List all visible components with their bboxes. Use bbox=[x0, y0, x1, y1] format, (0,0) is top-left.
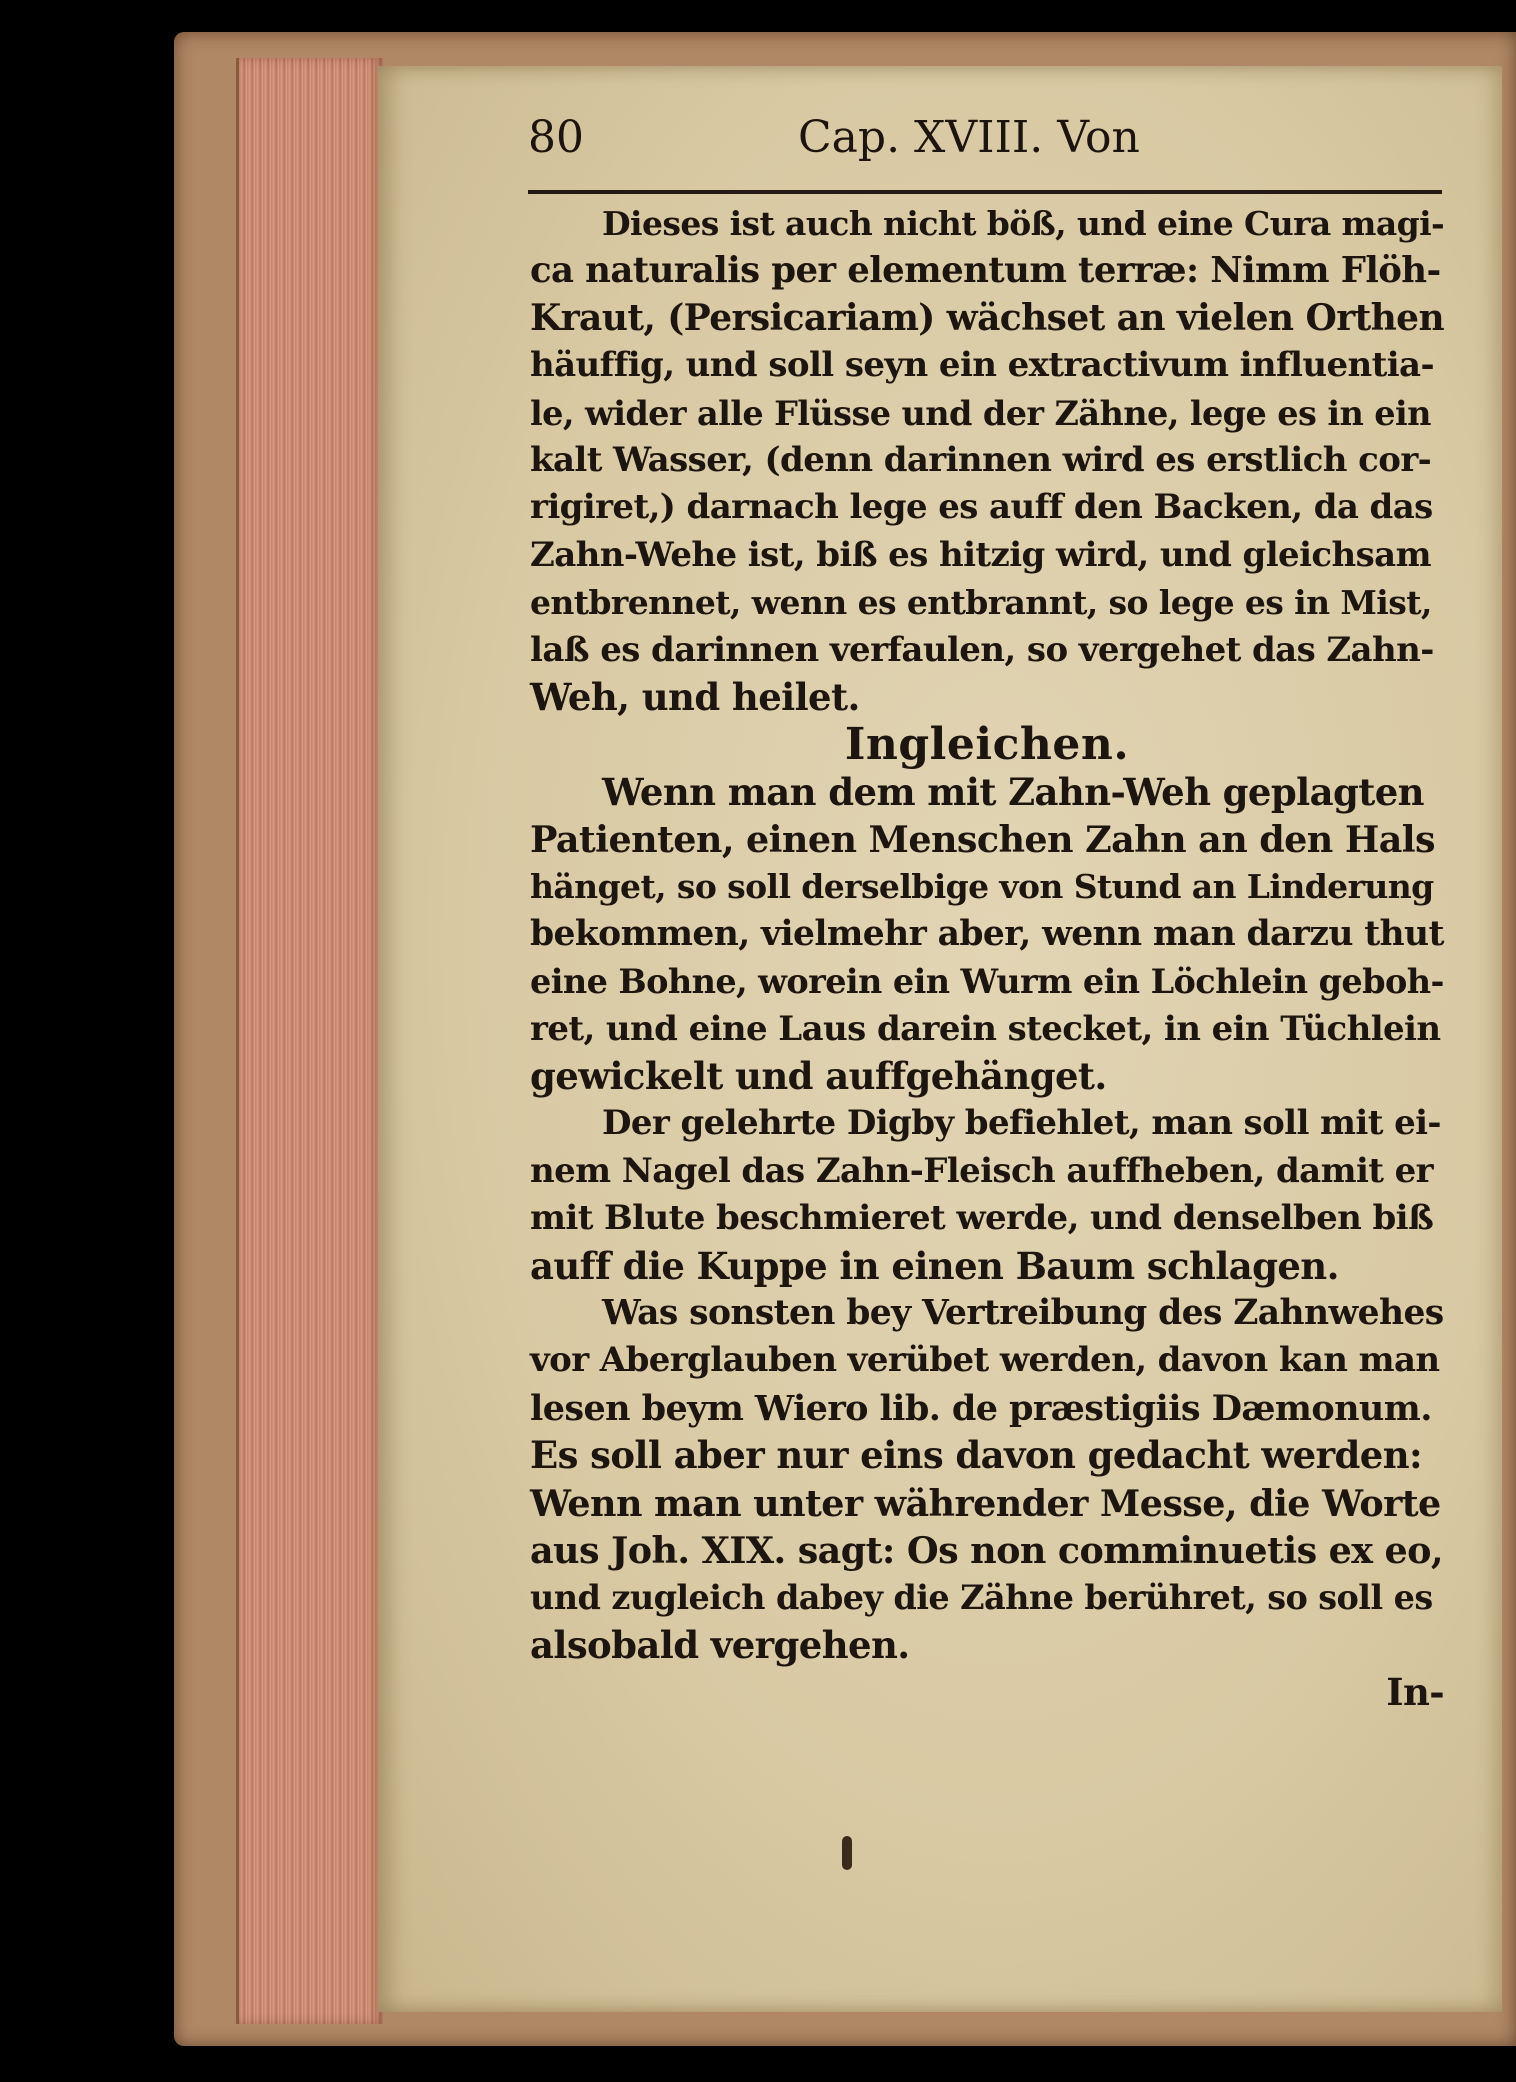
text-line: Es soll aber nur eins davon gedacht werden: bbox=[530, 1433, 1423, 1478]
text-line: gewickelt und auffgehänget. bbox=[530, 1054, 1107, 1099]
page-edges bbox=[236, 58, 383, 2024]
text-line: hänget, so soll derselbige von Stund an Linderung bbox=[530, 867, 1434, 907]
text-line: rigiret,) darnach lege es auff den Backen, da das bbox=[530, 487, 1433, 528]
body-text bbox=[530, 200, 1444, 1717]
text-line: nem Nagel das Zahn-Fleisch auffheben, damit er bbox=[530, 1150, 1433, 1191]
running-title: Cap. XVIII. Von bbox=[798, 112, 1140, 163]
text-line: Wenn man unter währender Messe, die Worte bbox=[530, 1481, 1441, 1525]
text-line: eine Bohne, worein ein Wurm ein Löchlein geboh- bbox=[530, 962, 1444, 1002]
text-line: vor Aberglauben verübet werden, davon kan man bbox=[530, 1340, 1440, 1381]
text-line: Der gelehrte Digby befiehlet, man soll mit ei- bbox=[602, 1103, 1441, 1144]
text-line: Patienten, einen Menschen Zahn an den Hals bbox=[530, 818, 1435, 862]
text-line: kalt Wasser, (denn darinnen wird es erstlich cor- bbox=[530, 439, 1432, 480]
text-line: und zugleich dabey die Zähne berühret, so soll es bbox=[530, 1578, 1433, 1618]
text-line: aus Joh. XIX. sagt: Os non comminuetis ex eo, bbox=[530, 1528, 1444, 1572]
text-line: alsobald vergehen. bbox=[530, 1622, 910, 1667]
page-header bbox=[528, 112, 1448, 172]
page-number: 80 bbox=[528, 112, 584, 163]
header-rule bbox=[528, 190, 1442, 194]
text-line: Weh, und heilet. bbox=[530, 674, 860, 719]
text-line: Was sonsten bey Vertreibung des Zahnwehes bbox=[602, 1292, 1444, 1333]
text-line: lesen beym Wiero lib. de præstigiis Dæmonum. bbox=[530, 1387, 1432, 1429]
section-heading: Ingleichen. bbox=[844, 719, 1130, 771]
ink-stain bbox=[842, 1836, 852, 1870]
catchword: In- bbox=[1386, 1670, 1444, 1715]
text-line: le, wider alle Flüsse und der Zähne, lege es in ein bbox=[530, 393, 1431, 433]
text-line: laß es darinnen verfaulen, so vergehet das Zahn- bbox=[530, 629, 1434, 670]
text-line: bekommen, vielmehr aber, wenn man darzu thut bbox=[530, 913, 1444, 954]
text-line: Wenn man dem mit Zahn-Weh geplagten bbox=[602, 769, 1424, 814]
text-line: häuffig, und soll seyn ein extractivum influentia- bbox=[530, 345, 1434, 386]
text-line: ret, und eine Laus darein stecket, in ein Tüchlein bbox=[530, 1008, 1441, 1049]
text-line: ca naturalis per elementum terræ: Nimm Flöh- bbox=[530, 250, 1441, 292]
text-line: auff die Kuppe in einen Baum schlagen. bbox=[530, 1243, 1339, 1288]
text-line: Kraut, (Persicariam) wächset an vielen Orthen bbox=[530, 296, 1445, 339]
text-line: Zahn-Wehe ist, biß es hitzig wird, und gleichsam bbox=[530, 534, 1431, 575]
text-line: Dieses ist auch nicht böß, und eine Cura magi- bbox=[602, 204, 1445, 243]
text-line: mit Blute beschmieret werde, und denselben biß bbox=[530, 1198, 1434, 1239]
text-line: entbrennet, wenn es entbrannt, so lege es in Mist, bbox=[530, 583, 1432, 623]
